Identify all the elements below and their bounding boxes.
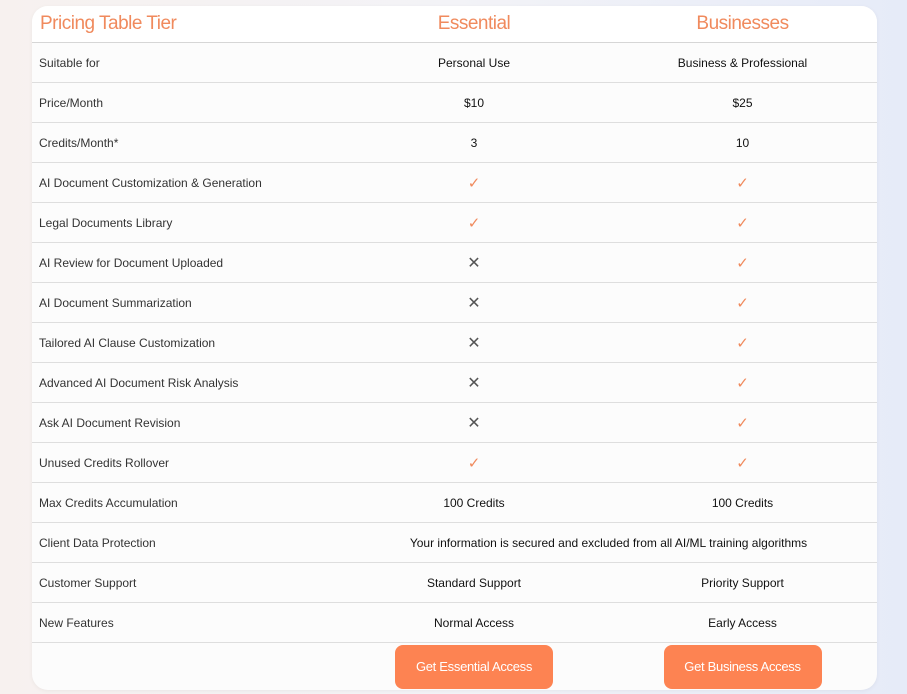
feature-label: Suitable for [39,55,100,70]
shared-value: Your information is secured and excluded from all AI/ML training algorithms [409,535,808,550]
cross-icon: ✕ [467,294,481,312]
essential-value: Standard Support [426,575,522,590]
feature-label: Client Data Protection [39,535,156,550]
feature-label: AI Document Summarization [39,295,192,310]
feature-label: Price/Month [39,95,104,110]
business-value: $25 [732,95,753,110]
table-title: Pricing Table Tier [40,13,177,34]
table-row [32,283,877,323]
tier-essential-heading: Essential [437,13,511,34]
table-row [32,523,877,563]
check-icon: ✓ [467,454,481,472]
business-value: 100 Credits [711,495,774,510]
feature-label: Legal Documents Library [39,215,173,230]
essential-value: 100 Credits [443,495,505,510]
cross-icon: ✕ [467,374,481,392]
check-icon: ✓ [736,374,749,392]
table-row [32,123,877,163]
cross-icon: ✕ [467,334,481,352]
button-row [32,643,877,690]
check-icon: ✓ [736,174,749,192]
check-icon: ✓ [467,214,481,232]
feature-label: Advanced AI Document Risk Analysis [39,375,239,390]
feature-label: Unused Credits Rollover [39,455,170,470]
cross-icon: ✕ [467,414,481,432]
feature-label: AI Review for Document Uploaded [39,255,224,270]
business-value: 10 [735,135,750,150]
table-row [32,563,877,603]
feature-label: AI Document Customization & Generation [39,175,262,190]
check-icon: ✓ [736,254,749,272]
get-essential-access-button[interactable]: Get Essential Access [395,645,553,689]
check-icon: ✓ [736,414,749,432]
feature-label: Customer Support [39,575,137,590]
table-row [32,323,877,363]
table-row [32,603,877,643]
table-row [32,363,877,403]
business-value: Business & Professional [677,55,808,70]
table-row [32,163,877,203]
feature-label: Ask AI Document Revision [39,415,181,430]
business-value: Priority Support [701,575,784,590]
table-row [32,443,877,483]
essential-value: Personal Use [437,55,511,70]
table-row [32,403,877,443]
feature-label: Credits/Month* [39,135,119,150]
check-icon: ✓ [736,294,749,312]
cross-icon: ✕ [467,254,481,272]
check-icon: ✓ [736,334,749,352]
pricing-table [32,6,877,690]
business-value: Early Access [708,615,777,630]
check-icon: ✓ [467,174,481,192]
table-row [32,483,877,523]
table-row [32,243,877,283]
feature-label: Tailored AI Clause Customization [39,335,216,350]
feature-label: Max Credits Accumulation [39,495,178,510]
tier-business-heading: Businesses [696,13,789,34]
check-icon: ✓ [736,214,749,232]
get-business-access-button[interactable]: Get Business Access [664,645,822,689]
essential-value: Normal Access [433,615,515,630]
table-row [32,203,877,243]
table-row [32,43,877,83]
feature-label: New Features [39,615,114,630]
essential-value: $10 [463,95,485,110]
essential-value: 3 [470,135,478,150]
table-row [32,83,877,123]
table-header [32,6,877,43]
check-icon: ✓ [736,454,749,472]
